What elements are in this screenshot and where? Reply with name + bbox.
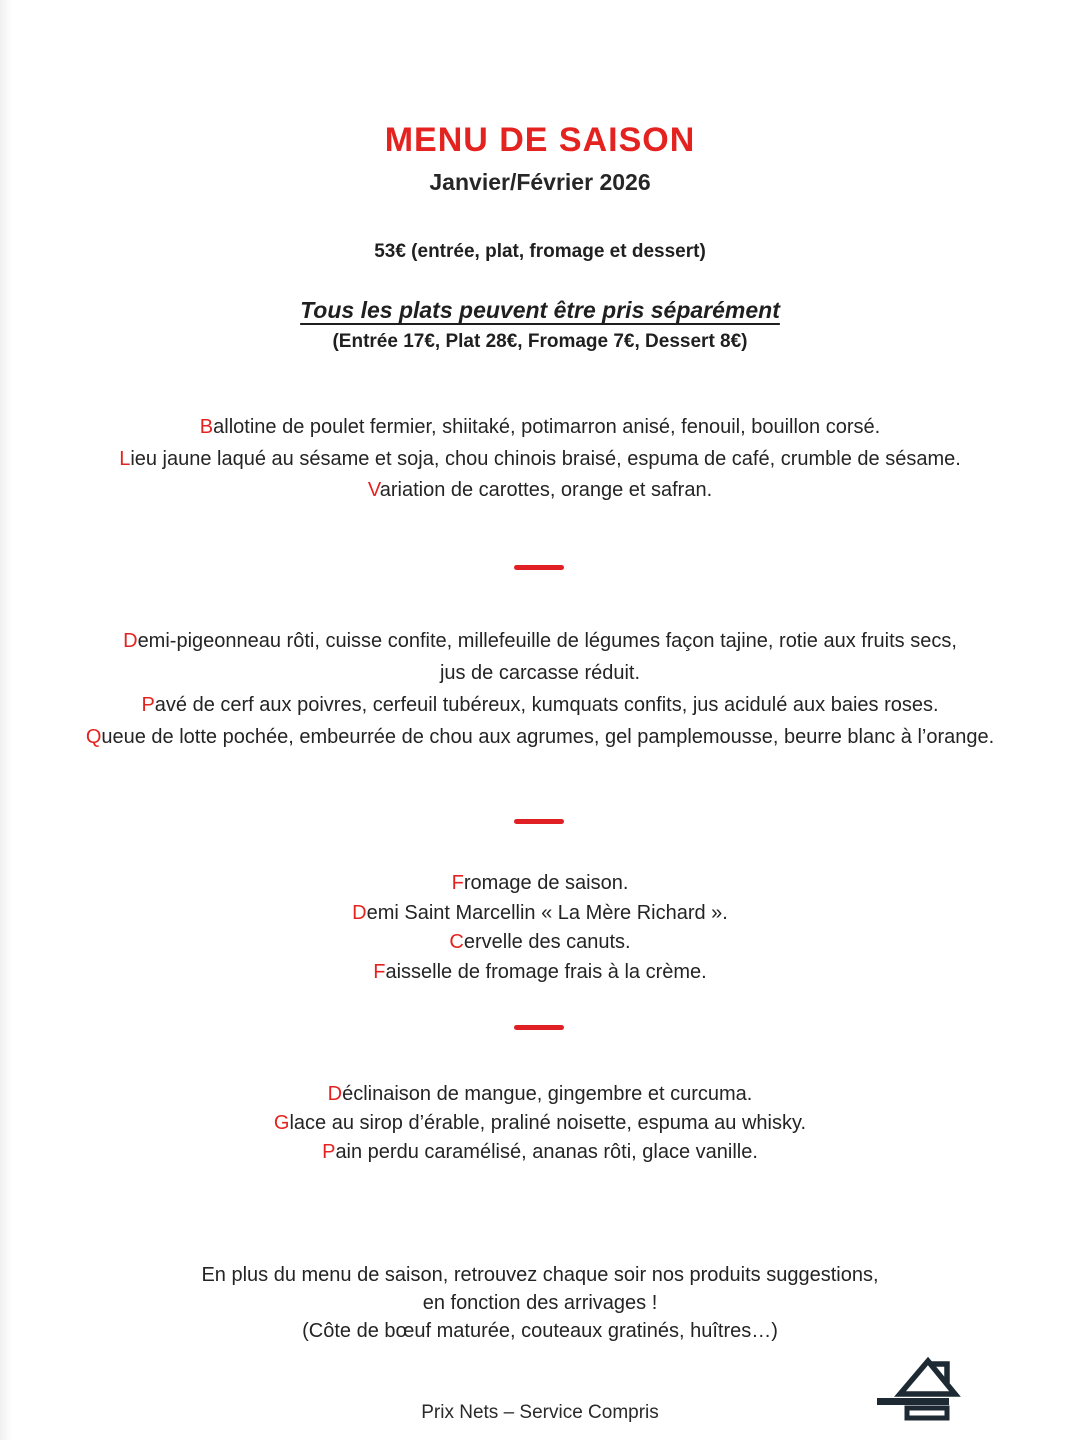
menu-item-line [0, 444, 1080, 476]
suggestions-note [0, 1261, 1080, 1345]
house-pan-logo-icon [870, 1350, 962, 1428]
item-initial: F [373, 960, 386, 983]
menu-item-line [0, 1138, 1080, 1167]
menu-item-line [0, 869, 1080, 899]
item-initial: C [449, 931, 464, 953]
page-title: MENU DE SAISON [384, 121, 696, 159]
menu-item-line [0, 475, 1080, 507]
item-text: ariation de carottes, orange et safran. [379, 479, 713, 501]
separate-dishes-note [0, 294, 1080, 326]
item-initial: P [322, 1141, 336, 1163]
menu-item-line [0, 689, 1080, 721]
section-desserts [0, 1080, 1080, 1167]
item-initial: D [327, 1083, 343, 1105]
item-initial: G [273, 1112, 290, 1134]
item-text: emi-pigeonneau rôti, cuisse confite, millefeuille de légumes façon tajine, rotie aux fruits secs, [137, 630, 957, 652]
item-initial: F [451, 872, 464, 894]
section-divider [514, 1025, 564, 1030]
item-initial: D [352, 901, 367, 924]
menu-item-line-continuation [0, 657, 1080, 689]
item-text: ueue de lotte pochée, embeurrée de chou aux agrumes, gel pamplemousse, beurre blanc à l’orange. [101, 726, 995, 748]
section-plats [0, 625, 1080, 753]
suggestions-note-line: En plus du menu de saison, retrouvez chaque soir nos produits suggestions, [201, 1264, 879, 1286]
item-text: ervelle des canuts. [463, 931, 631, 953]
menu-item-line [0, 721, 1080, 753]
item-text: ain perdu caramélisé, ananas rôti, glace vanille. [335, 1141, 758, 1163]
item-initial: Q [85, 726, 102, 748]
menu-item-line [0, 1080, 1080, 1109]
item-initial: B [199, 416, 214, 438]
menu-item-line [0, 1109, 1080, 1138]
menu-item-line [0, 899, 1080, 929]
separate-dishes-prices: (Entrée 17€, Plat 28€, Fromage 7€, Dessert 8€) [332, 331, 748, 352]
suggestions-note-line: en fonction des arrivages ! [422, 1292, 658, 1314]
item-text: jus de carcasse réduit. [439, 662, 641, 684]
item-text: lace au sirop d’érable, praliné noisette, espuma au whisky. [289, 1112, 807, 1134]
menu-item-line [0, 412, 1080, 444]
item-text: emi Saint Marcellin « La Mère Richard ». [366, 901, 728, 924]
item-initial: L [119, 447, 131, 470]
item-text: allotine de poulet fermier, shiitaké, potimarron anisé, fenouil, bouillon corsé. [213, 416, 881, 438]
full-menu-price: 53€ (entrée, plat, fromage et dessert) [374, 241, 706, 262]
menu-period: Janvier/Février 2026 [429, 169, 651, 195]
menu-item-line [0, 958, 1080, 988]
menu-item-line [0, 625, 1080, 657]
item-initial: P [141, 694, 155, 716]
section-divider [514, 565, 564, 570]
suggestions-note-line: (Côte de bœuf maturée, couteaux gratinés, huîtres…) [302, 1320, 778, 1342]
section-entrees [0, 412, 1080, 507]
item-initial: D [123, 630, 138, 652]
section-divider [514, 819, 564, 824]
separate-dishes-note-text: Tous les plats peuvent être pris séparément [300, 297, 780, 323]
item-initial: V [367, 479, 380, 501]
item-text: romage de saison. [463, 872, 629, 894]
item-text: éclinaison de mangue, gingembre et curcuma. [342, 1083, 753, 1105]
menu-item-line [0, 928, 1080, 958]
item-text: ieu jaune laqué au sésame et soja, chou chinois braisé, espuma de café, crumble de sésame. [130, 447, 961, 470]
item-text: aisselle de fromage frais à la crème. [385, 960, 707, 983]
service-note: Prix Nets – Service Compris [421, 1402, 659, 1423]
item-text: avé de cerf aux poivres, cerfeuil tubéreux, kumquats confits, jus acidulé aux baies roses. [154, 694, 939, 716]
section-fromages [0, 869, 1080, 987]
